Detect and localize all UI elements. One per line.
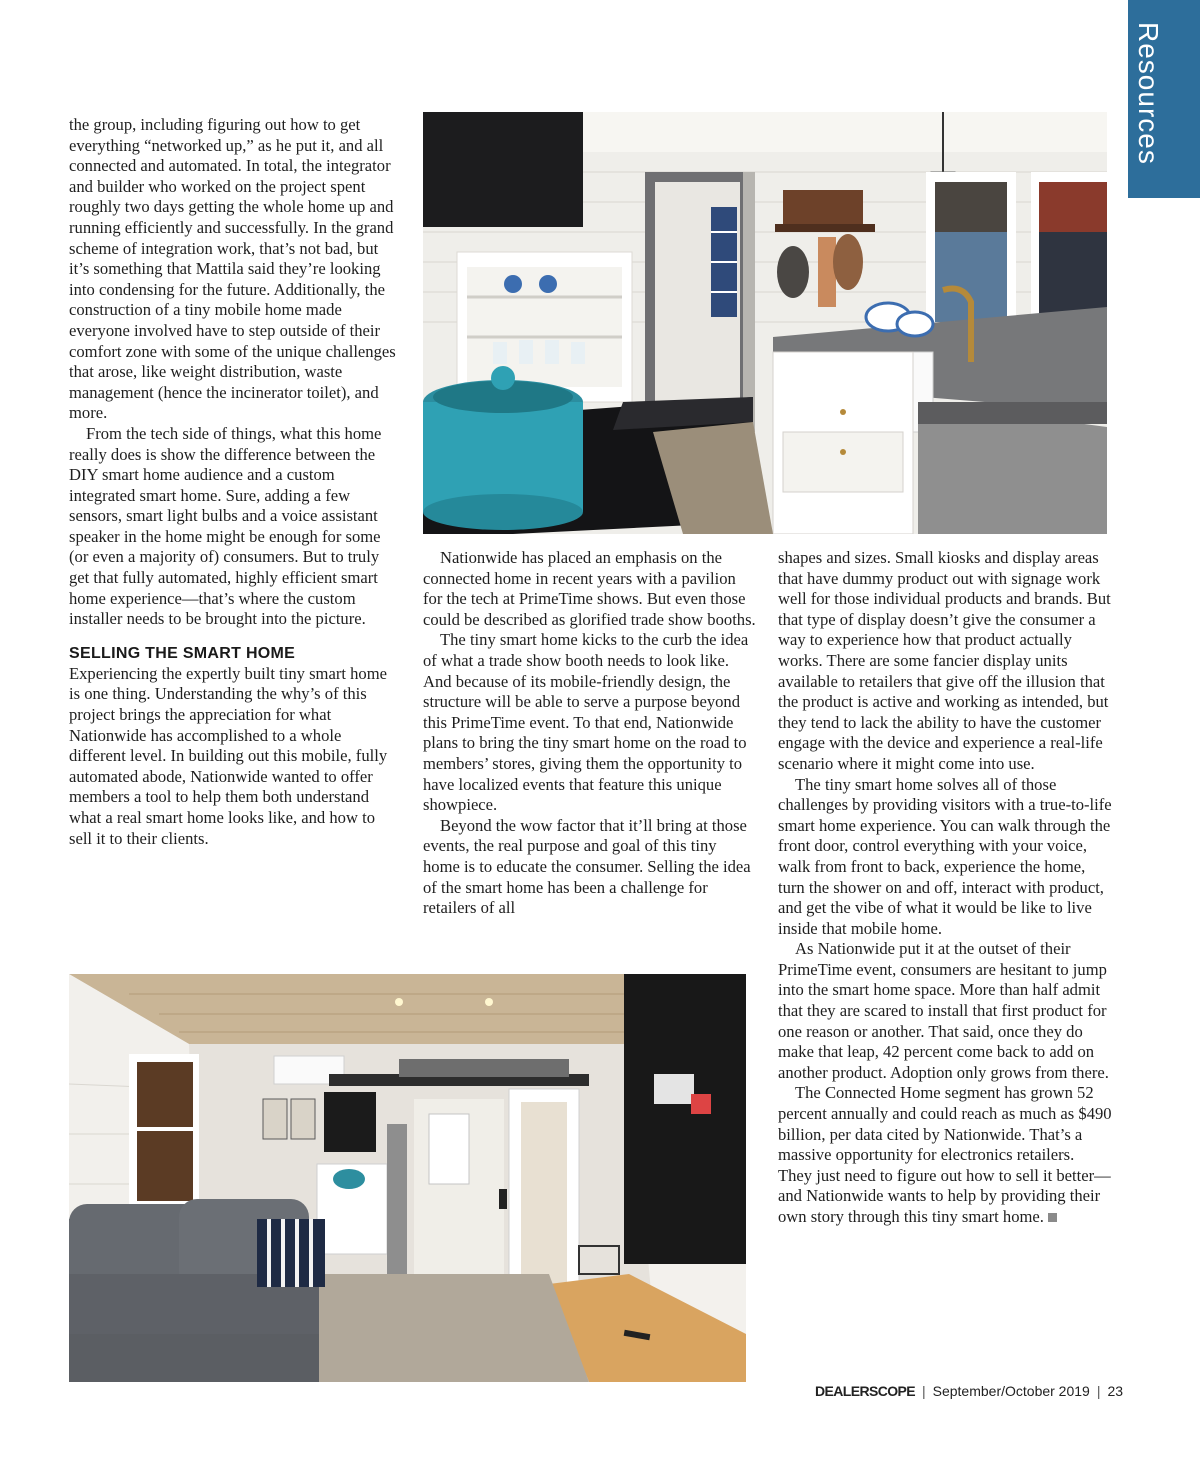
paragraph-text: The Connected Home segment has grown 52 percent annually and could reach as much as $490 billion, per data cited by Nationwide. That’s a massive opportunity for electronics retailers. They just need to figure out how to sell it better—and Nationwide wants to help by providing their own story through this tiny smart home. — [778, 1083, 1112, 1226]
issue-date: September/October 2019 — [932, 1383, 1090, 1399]
footer-separator: | — [1096, 1383, 1101, 1399]
paragraph: The tiny smart home solves all of those challenges by providing visitors with a true-to-life smart home experience. You can walk through the front door, control everything with your voice, walk from front to back, experience the home, turn the shower on and off, interact with product, and get the vibe of what it would be like to live inside that mobile home. — [778, 774, 1112, 938]
subheading: SELLING THE SMART HOME — [69, 644, 296, 662]
paragraph: Experiencing the expertly built tiny smart home is one thing. Understanding the why’s of this project brings the appreciation for what Nationwide has accomplished to a whole different level. In building out this mobile, fully automated abode, Nationwide wanted to offer members a tool to help them both understand what a real smart home looks like, and how to sell it to their clients. — [69, 663, 388, 848]
kitchen-photo — [423, 112, 1107, 534]
living-room-photo — [69, 974, 746, 1382]
paragraph: Nationwide has placed an emphasis on the connected home in recent years with a pavilion for the tech at PrimeTime shows. But even those could be described as glorified trade show booths. — [423, 548, 756, 629]
paragraph: Beyond the wow factor that it’ll bring at those events, the real purpose and goal of this tiny home is to educate the consumer. Selling the idea of the smart home has been a challenge for retailers of all — [423, 815, 751, 918]
kitchen-illustration — [423, 112, 1107, 534]
end-mark-icon — [1048, 1213, 1057, 1222]
paragraph: The tiny smart home kicks to the curb the idea of what a trade show booth needs to look like. And because of its mobile-friendly design, the structure will be able to serve a purpose beyond this PrimeTime event. To that end, Nationwide plans to bring the tiny smart home on the road to members’ stores, giving them the opportunity to have localized events that feature this unique showpiece. — [423, 630, 749, 815]
paragraph: shapes and sizes. Small kiosks and display areas that have dummy product out with signage work well for those individual products and brands. But that type of display doesn’t give the consumer a way to experience how that product actually works. There are some fancier display units available to retailers that give off the illusion that the product is active and working as intended, but they tend to lack the ability to have the customer engage with the device and experience a real-life scenario where it might come into use. — [778, 548, 1111, 773]
living-room-illustration — [69, 974, 746, 1382]
section-tab-label: Resources — [1133, 22, 1164, 165]
footer-separator: | — [921, 1383, 926, 1399]
paragraph — [778, 1083, 1112, 1227]
page-number: 23 — [1107, 1383, 1124, 1399]
paragraph: From the tech side of things, what this home really does is show the difference between the DIY smart home audience and a custom integrated smart home. Sure, adding a few sensors, smart light bulbs and a voice assistant speaker in the home might be enough for some (or even a majority of) consumers. But to truly get that fully automated, highly efficient smart home experience—that’s where the custom installer needs to be brought into the picture. — [69, 423, 382, 629]
paragraph: As Nationwide put it at the outset of their PrimeTime event, consumers are hesitant to jump into the smart home space. More than half admit that they are scared to install that first product for one reason or another. That said, once they do make that leap, 42 percent come back to add on another product. Adoption only grows from there. — [778, 939, 1109, 1082]
paragraph: the group, including figuring out how to get everything “networked up,” as he put it, and all connected and automated. In total, the integrator and builder who worked on the project spent roughly two days getting the whole home up and running efficiently and successfully. In the grand scheme of integration work, that’s not bad, but it’s something that Mattila said they’re looking into condensing for the future. Additionally, the construction of a tiny mobile home made everyone involved have to step outside of their comfort zone with some of the unique challenges that arose, like weight distribution, waste management (hence the incinerator toilet), and more. — [69, 115, 396, 423]
column-c — [778, 548, 1112, 1228]
page-footer — [815, 1383, 1123, 1403]
magazine-brand: DEALERSCOPE — [815, 1383, 915, 1399]
column-b — [423, 548, 757, 919]
column-a — [69, 115, 401, 849]
